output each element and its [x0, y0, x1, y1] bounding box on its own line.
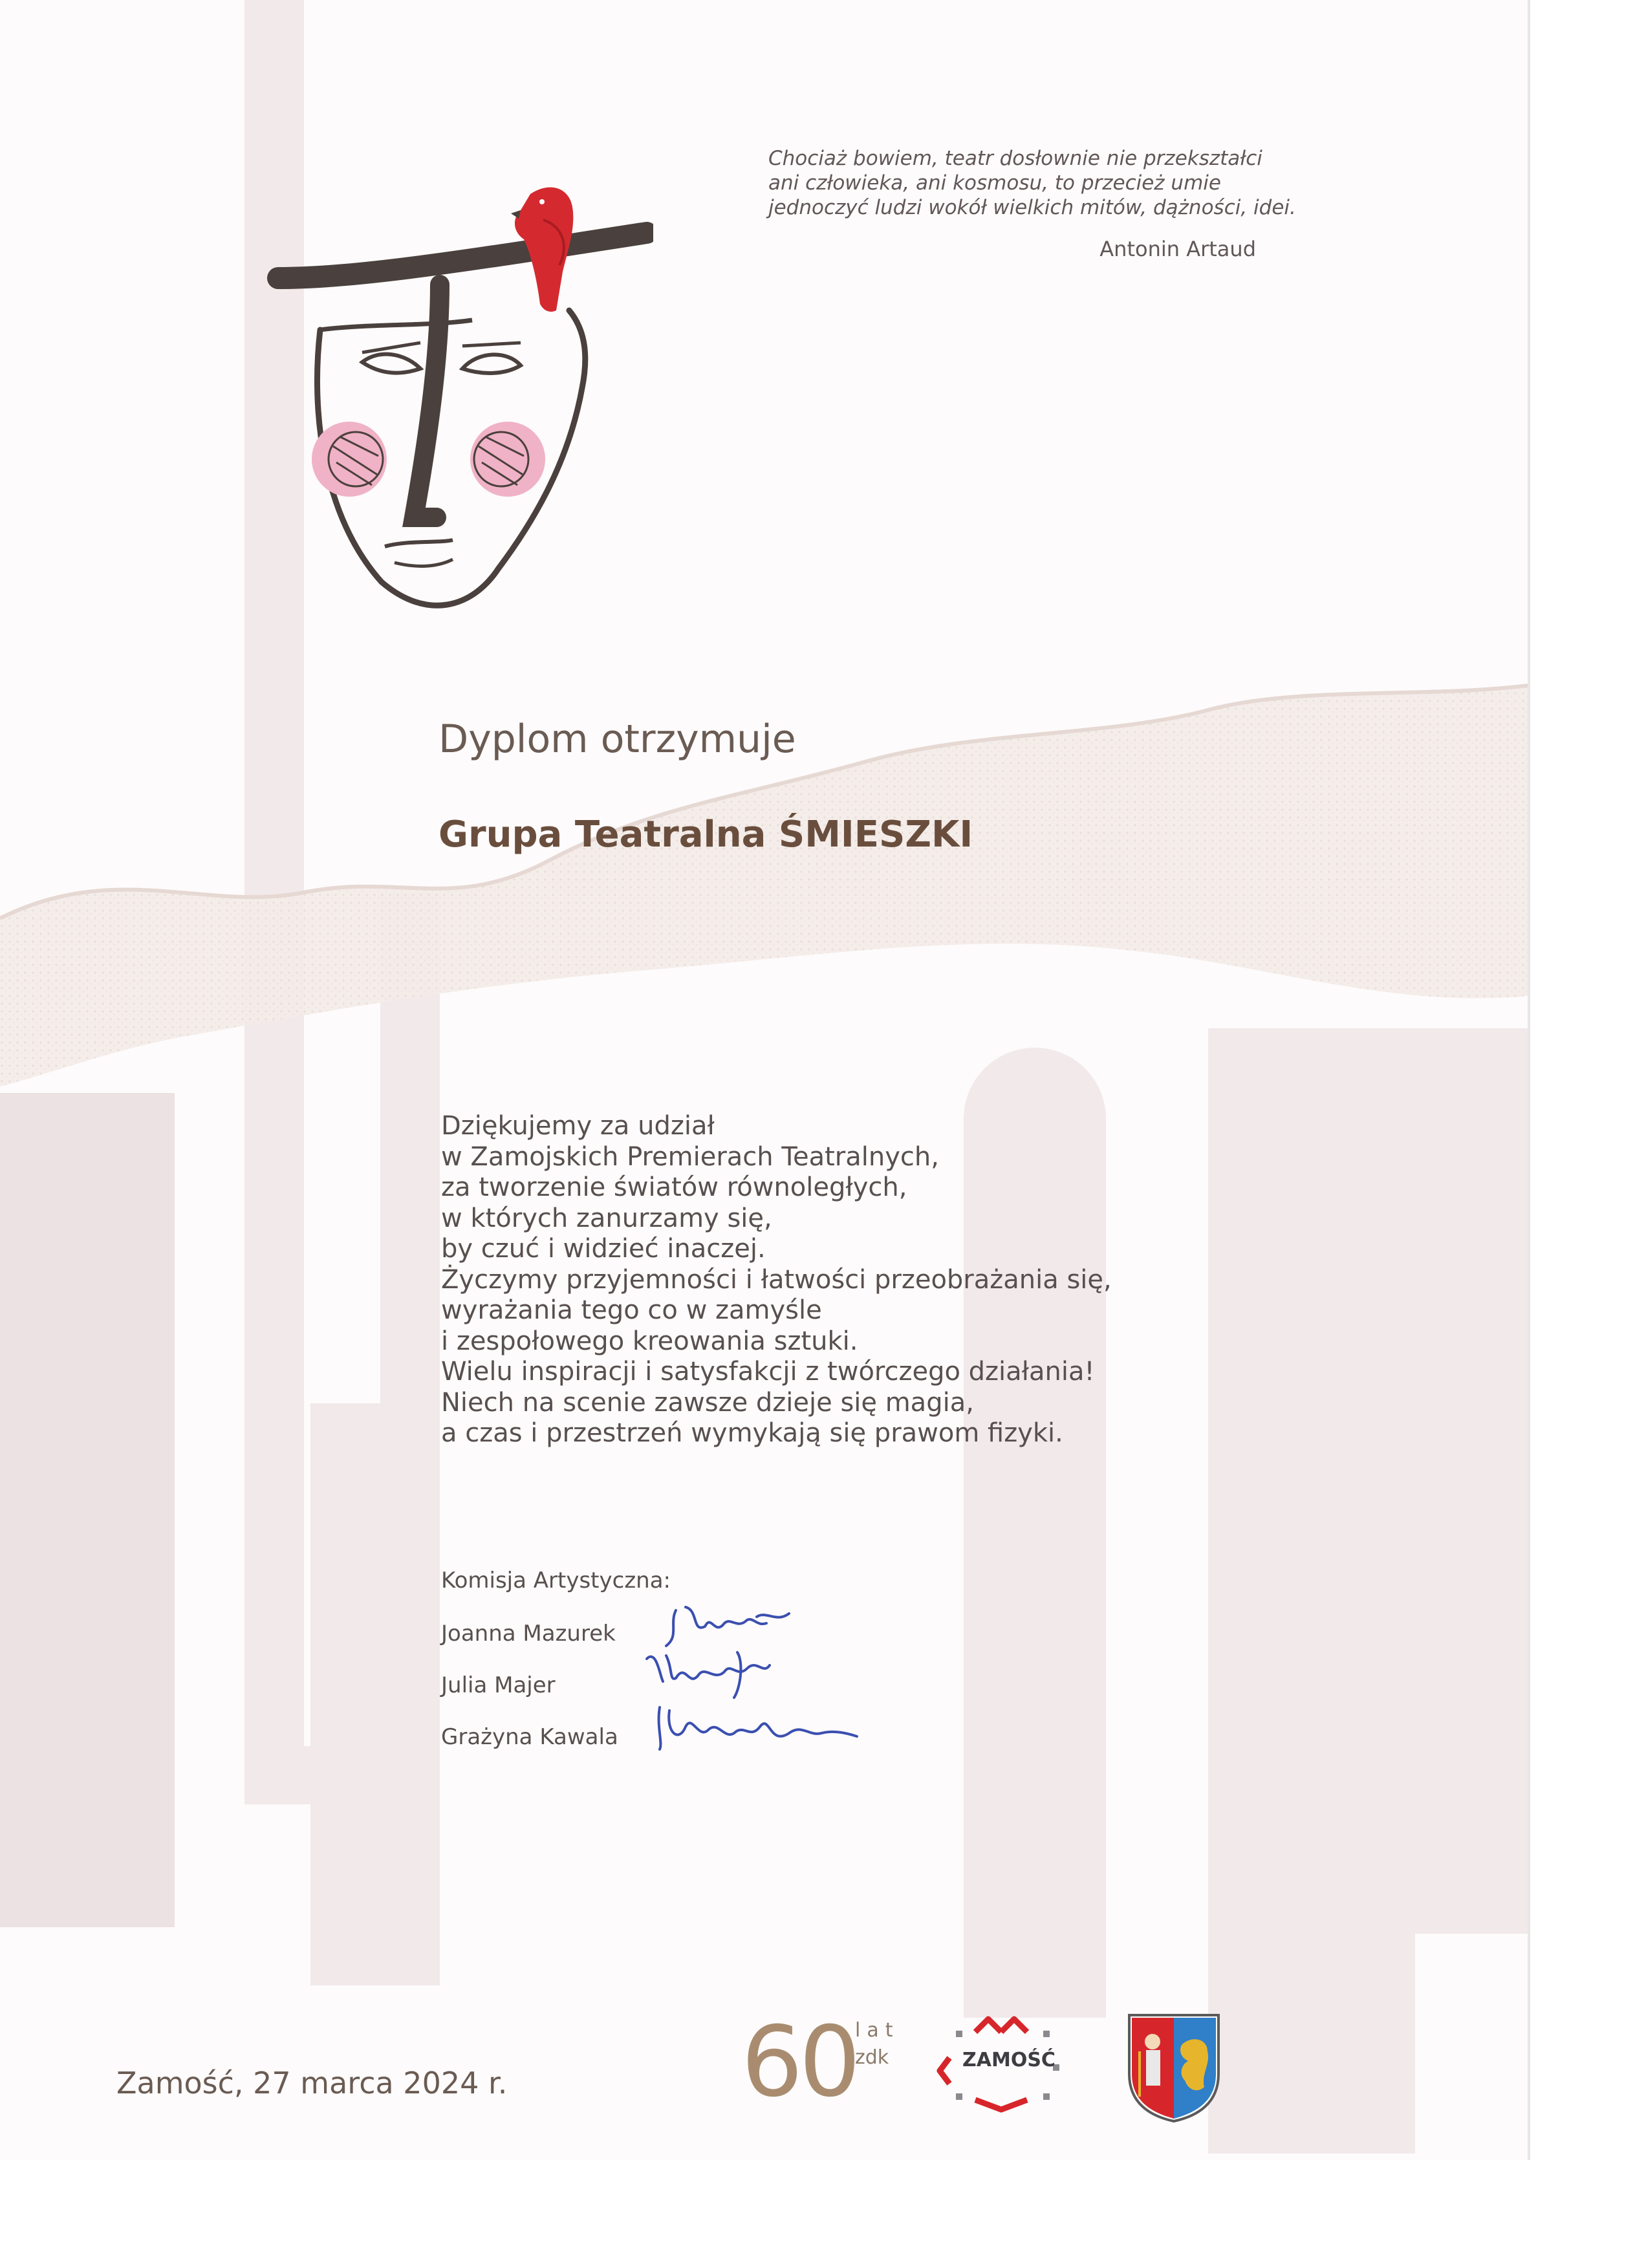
committee-member: Grażyna Kawala	[441, 1724, 618, 1750]
message-line: Niech na scenie zawsze dzieje się magia,	[441, 1387, 974, 1418]
background-letter-bar	[310, 1403, 440, 1985]
signatures	[640, 1597, 860, 1772]
message-line: a czas i przestrzeń wymykają się prawom fizyki.	[441, 1418, 1063, 1448]
committee-heading: Komisja Artystyczna:	[441, 1568, 671, 1593]
message-line: Wielu inspiracji i satysfakcji z twórczego działania!	[441, 1357, 1095, 1387]
message-line: w których zanurzamy się,	[441, 1203, 772, 1233]
committee-member: Joanna Mazurek	[441, 1621, 616, 1647]
quote-line: jednoczyć ludzi wokół wielkich mitów, dążności, idei.	[768, 196, 1296, 219]
place-and-date: Zamość, 27 marca 2024 r.	[116, 2066, 508, 2101]
theatre-mask-illustration	[265, 181, 653, 621]
recipient-name: Grupa Teatralna ŚMIESZKI	[439, 814, 973, 856]
message-line: i zespołowego kreowania sztuki.	[441, 1326, 858, 1356]
anniversary-logo	[741, 2006, 900, 2119]
quote-line: ani człowieka, ani kosmosu, to przecież umie	[768, 171, 1221, 195]
message-text	[441, 1111, 1282, 1449]
committee-member: Julia Majer	[441, 1672, 556, 1698]
quote-line: Chociaż bowiem, teatr dosłownie nie przekształci	[768, 147, 1262, 170]
city-logo-text: ZAMOŚĆ	[962, 2049, 1056, 2071]
message-line: wyrażania tego co w zamyśle	[441, 1295, 822, 1325]
message-line: Życzymy przyjemności i łatwości przeobrażania się,	[441, 1264, 1112, 1295]
zamosc-coat-of-arms	[1127, 2013, 1221, 2122]
zamosc-city-logo	[937, 2013, 1066, 2116]
message-line: za tworzenie światów równoległych,	[441, 1172, 907, 1202]
anniversary-org: zdk	[855, 2046, 889, 2069]
quote-author: Antonin Artaud	[1099, 237, 1256, 261]
background-letter-bar	[0, 1093, 175, 1927]
message-line: Dziękujemy za udział	[441, 1111, 715, 1141]
message-line: w Zamojskich Premierach Teatralnych,	[441, 1141, 939, 1172]
background-letter-bar	[1349, 1028, 1528, 1934]
diploma-title: Dyplom otrzymuje	[439, 717, 796, 762]
anniversary-word: lat	[855, 2019, 900, 2042]
paper-edge	[1528, 0, 1530, 2160]
anniversary-number: 60	[741, 2006, 857, 2119]
message-line: by czuć i widzieć inaczej.	[441, 1234, 766, 1264]
quote-block	[768, 146, 1363, 220]
